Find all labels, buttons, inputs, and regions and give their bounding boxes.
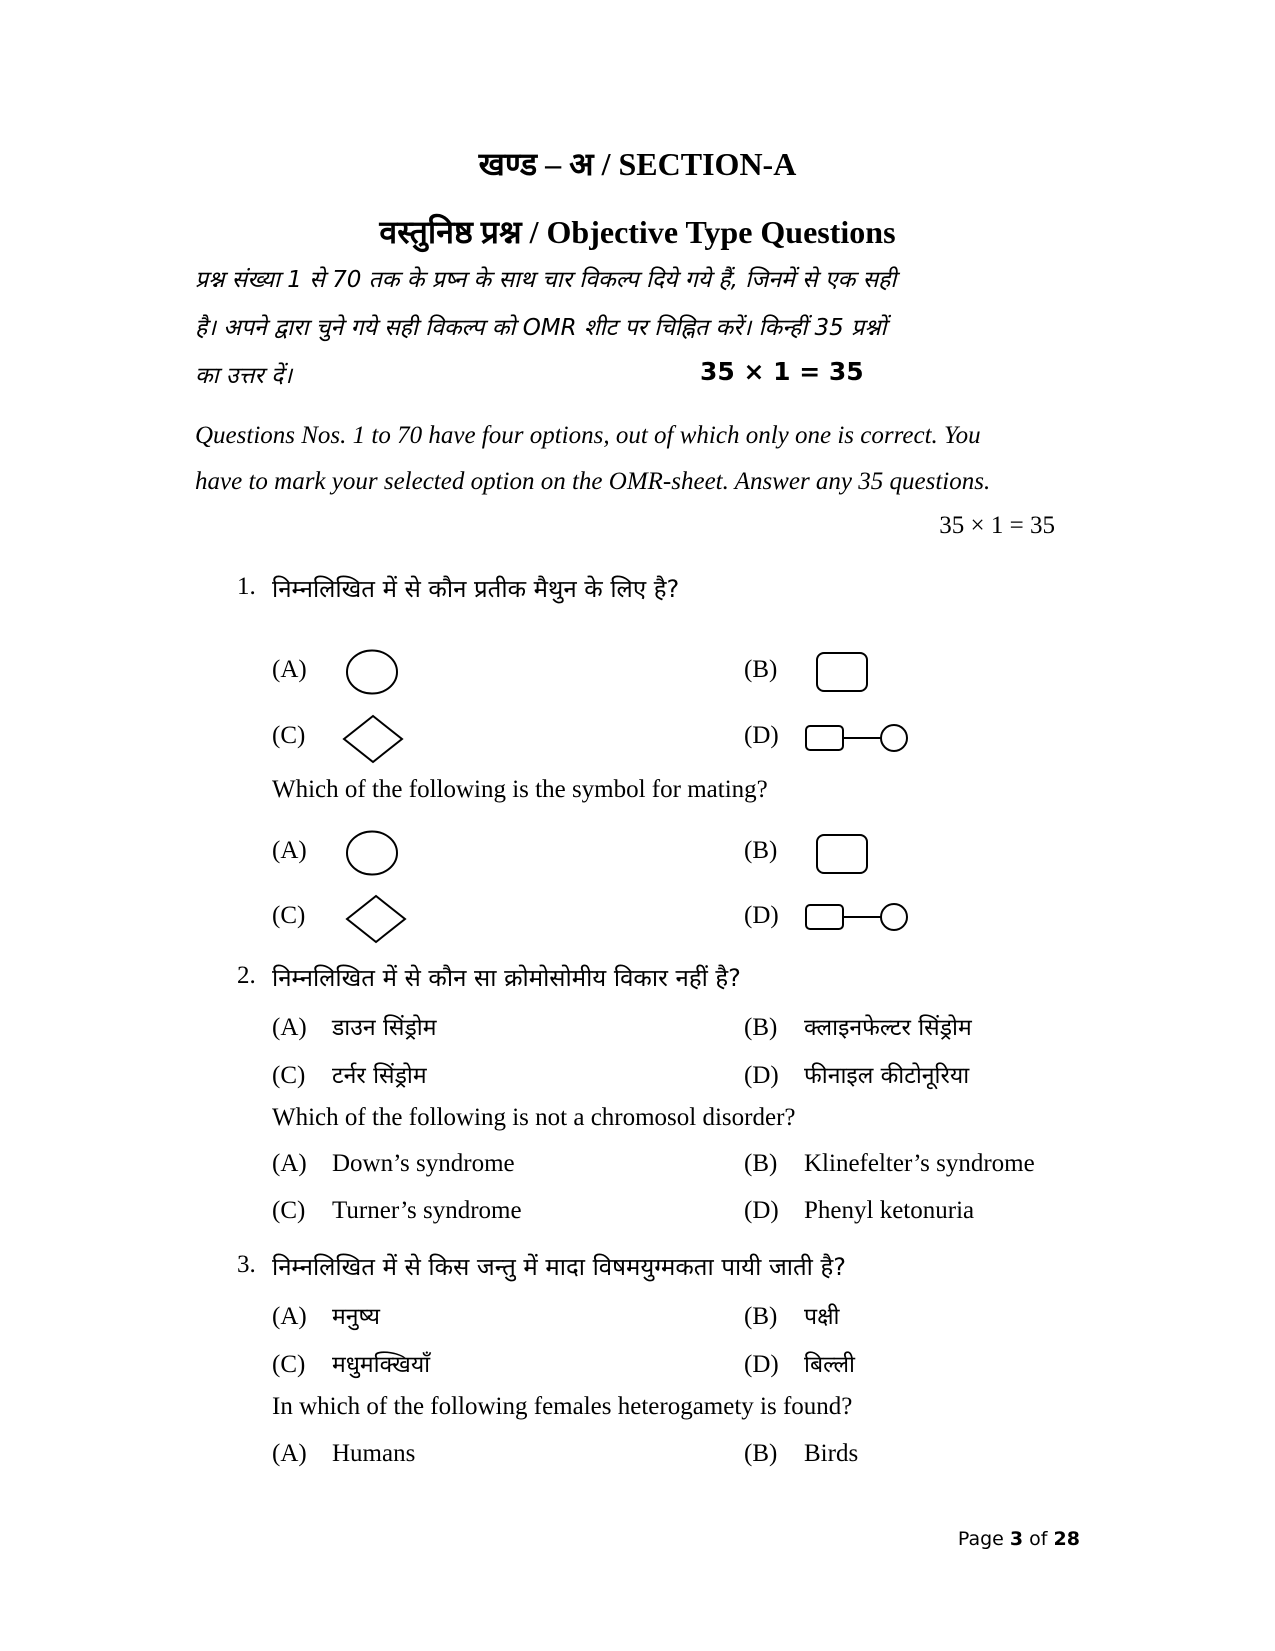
q2-en-option-a: (A) Down’s syndrome	[272, 1150, 515, 1177]
q2-en-option-d: (D) Phenyl ketonuria	[744, 1197, 975, 1224]
q3-hi-option-c: (C) मधुमक्खियाँ	[272, 1351, 431, 1378]
question-1-hindi: निम्नलिखित में से कौन प्रतीक मैथुन के लिए है?	[272, 575, 680, 603]
q2-en-option-b: (B) Klinefelter’s syndrome	[744, 1150, 1035, 1177]
square-line-circle-icon	[804, 721, 914, 755]
diamond-icon	[340, 714, 406, 766]
hindi-instruction-line-2: है। अपने द्वारा चुने गये सही विकल्प को OMR शीट पर चिह्नित करें। किन्हीं 35 प्रश्नों	[195, 315, 887, 341]
page-number: Page 3 of 28	[957, 1528, 1080, 1550]
question-number: 1.	[237, 573, 256, 600]
q1-hi-option-a-label: (A)	[272, 656, 307, 683]
hindi-marks: 35 × 1 = 35	[700, 357, 864, 386]
q2-hi-option-b: (B) क्लाइनफेल्टर सिंड्रोम	[744, 1014, 972, 1041]
section-subtitle: वस्तुनिष्ठ प्रश्न / Objective Type Questions	[379, 214, 896, 250]
question-3-english: In which of the following females heterogamety is found?	[272, 1393, 853, 1420]
rounded-square-icon	[815, 833, 871, 877]
q2-hi-option-d: (D) फीनाइल कीटोनूरिया	[744, 1062, 970, 1089]
question-3-hindi: निम्नलिखित में से किस जन्तु में मादा विषमयुग्मकता पायी जाती है?	[272, 1253, 846, 1281]
square-line-circle-icon	[804, 900, 914, 934]
english-marks: 35 × 1 = 35	[939, 512, 1055, 539]
q1-en-option-d-label: (D)	[744, 902, 779, 929]
english-instruction-line-1: Questions Nos. 1 to 70 have four options, out of which only one is correct. You	[195, 422, 981, 449]
question-1-english: Which of the following is the symbol for mating?	[272, 776, 768, 803]
q3-hi-option-a: (A) मनुष्य	[272, 1303, 381, 1330]
q2-hi-option-a: (A) डाउन सिंड्रोम	[272, 1014, 437, 1041]
q3-hi-option-d: (D) बिल्ली	[744, 1351, 856, 1378]
circle-icon	[345, 829, 401, 877]
q2-hi-option-c: (C) टर्नर सिंड्रोम	[272, 1062, 427, 1089]
hindi-instruction-line-3: का उत्तर दें।	[195, 363, 293, 389]
hindi-instruction-line-1: प्रश्न संख्या 1 से 70 तक के प्रष्न के साथ चार विकल्प दिये गये हैं, जिनमें से एक सही	[195, 267, 897, 293]
q1-en-option-a-label: (A)	[272, 837, 307, 864]
q1-hi-option-d-label: (D)	[744, 722, 779, 749]
circle-icon	[345, 648, 401, 696]
diamond-icon	[343, 894, 409, 946]
question-2-english: Which of the following is not a chromosol disorder?	[272, 1104, 796, 1131]
rounded-square-icon	[815, 651, 871, 695]
q2-en-option-c: (C) Turner’s syndrome	[272, 1197, 522, 1224]
english-instruction-line-2: have to mark your selected option on the OMR-sheet. Answer any 35 questions.	[195, 468, 991, 495]
q1-hi-option-c-label: (C)	[272, 722, 306, 749]
question-2-hindi: निम्नलिखित में से कौन सा क्रोमोसोमीय विकार नहीं है?	[272, 964, 741, 992]
q1-hi-option-b-label: (B)	[744, 656, 778, 683]
section-title: खण्ड – अ / SECTION-A	[478, 146, 797, 182]
question-number: 3.	[237, 1251, 256, 1278]
question-number: 2.	[237, 962, 256, 989]
q3-hi-option-b: (B) पक्षी	[744, 1303, 840, 1330]
q3-en-option-b: (B) Birds	[744, 1440, 859, 1467]
q1-en-option-b-label: (B)	[744, 837, 778, 864]
q3-en-option-a: (A) Humans	[272, 1440, 416, 1467]
q1-en-option-c-label: (C)	[272, 902, 306, 929]
